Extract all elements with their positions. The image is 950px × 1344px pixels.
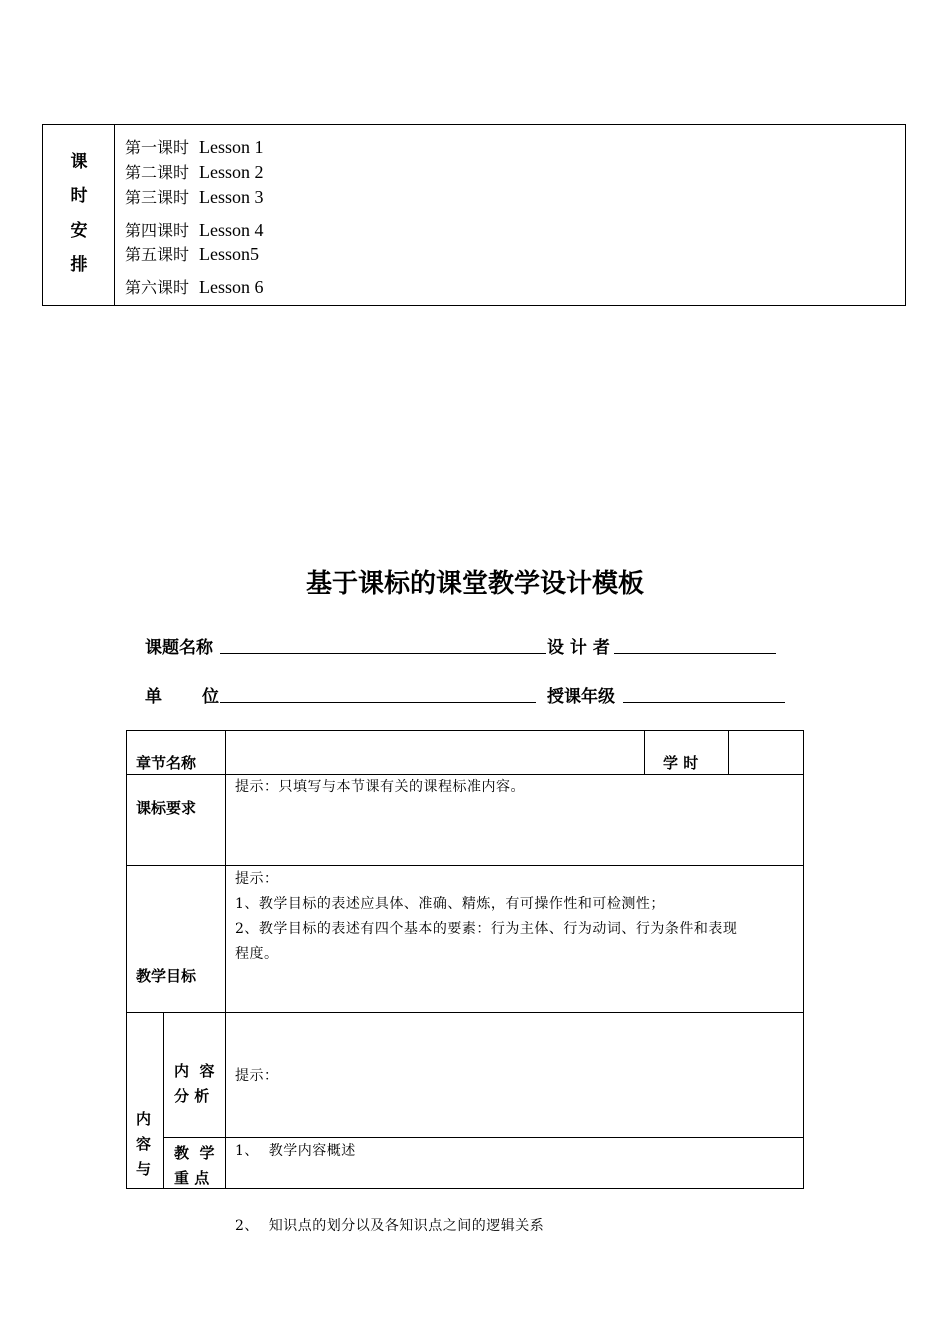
chapter-input[interactable] [226, 731, 644, 774]
lesson-en: Lesson 2 [199, 162, 264, 182]
hint-line: 2、 知识点的划分以及各知识点之间的逻辑关系 [235, 1218, 545, 1234]
objectives-label: 教学目标 [136, 967, 197, 985]
lesson-en: Lesson5 [199, 244, 260, 264]
hint-line: 1、教学目标的表述应具体、准确、精炼，有可操作性和可检测性； [235, 896, 665, 912]
content-side-char: 与 [136, 1160, 152, 1178]
unit-input-line[interactable] [220, 702, 536, 703]
topic-label: 课题名称 [145, 638, 213, 658]
unit-label-char: 单 [145, 687, 162, 707]
row-divider [126, 865, 804, 866]
hint-line: 提示： [235, 871, 279, 887]
grade-label: 授课年级 [547, 687, 615, 707]
standard-label: 课标要求 [136, 799, 197, 817]
content-analysis-label: 分 析 [174, 1087, 210, 1105]
hint-line: 提示： [235, 1068, 279, 1084]
standard-hint[interactable]: 提示：只填写与本节课有关的课程标准内容。 [235, 779, 525, 795]
lesson-en: Lesson 4 [199, 220, 264, 240]
lesson-item [125, 135, 264, 158]
lesson-item [125, 185, 264, 208]
content-analysis-label: 内 容 [174, 1062, 215, 1080]
lesson-cn: 第三课时 [125, 188, 190, 207]
schedule-label-char: 课 [70, 152, 88, 172]
hint-line: 2、教学目标的表述有四个基本的要素：行为主体、行为动词、行为条件和表现 [235, 921, 738, 937]
key-points-input[interactable] [226, 1138, 803, 1188]
lesson-cn: 第六课时 [125, 278, 190, 297]
key-points-label: 重 点 [174, 1169, 210, 1187]
lesson-en: Lesson 6 [199, 277, 264, 297]
lesson-en: Lesson 1 [199, 137, 264, 157]
schedule-label-char: 时 [70, 186, 88, 206]
schedule-label-char: 排 [70, 255, 88, 275]
page-title: 基于课标的课堂教学设计模板 [305, 569, 644, 599]
hours-label: 学 时 [663, 754, 699, 772]
schedule-label-cell [43, 125, 115, 305]
column-divider [225, 730, 226, 1189]
designer-input-line[interactable] [614, 653, 776, 654]
table-border [126, 730, 127, 1189]
lesson-cn: 第二课时 [125, 163, 190, 182]
grade-input-line[interactable] [623, 702, 785, 703]
chapter-label: 章节名称 [136, 754, 197, 772]
topic-input-line[interactable] [220, 653, 546, 654]
lesson-item [125, 218, 264, 241]
lesson-cn: 第一课时 [125, 138, 190, 157]
row-divider [126, 1012, 804, 1013]
column-divider [644, 730, 645, 775]
lesson-item [125, 275, 264, 298]
lesson-item [125, 242, 259, 265]
hours-input[interactable] [729, 731, 803, 774]
lesson-cn: 第四课时 [125, 221, 190, 240]
lesson-schedule-table [42, 124, 906, 306]
schedule-label-char: 安 [70, 221, 88, 241]
hint-line: 1、 教学内容概述 [235, 1143, 356, 1159]
lesson-cn: 第五课时 [125, 245, 190, 264]
lesson-en: Lesson 3 [199, 187, 264, 207]
hint-line: 程度。 [235, 946, 279, 962]
column-divider [163, 1012, 164, 1189]
lesson-design-form [126, 730, 804, 1234]
unit-label-char: 位 [202, 687, 219, 707]
designer-label: 设 计 者 [547, 638, 610, 658]
table-border [803, 730, 804, 1189]
content-side-char: 容 [136, 1135, 152, 1153]
objectives-hint[interactable] [235, 867, 800, 967]
key-points-label: 教 学 [174, 1144, 215, 1162]
lesson-item [125, 160, 264, 183]
content-side-char: 内 [136, 1110, 152, 1128]
